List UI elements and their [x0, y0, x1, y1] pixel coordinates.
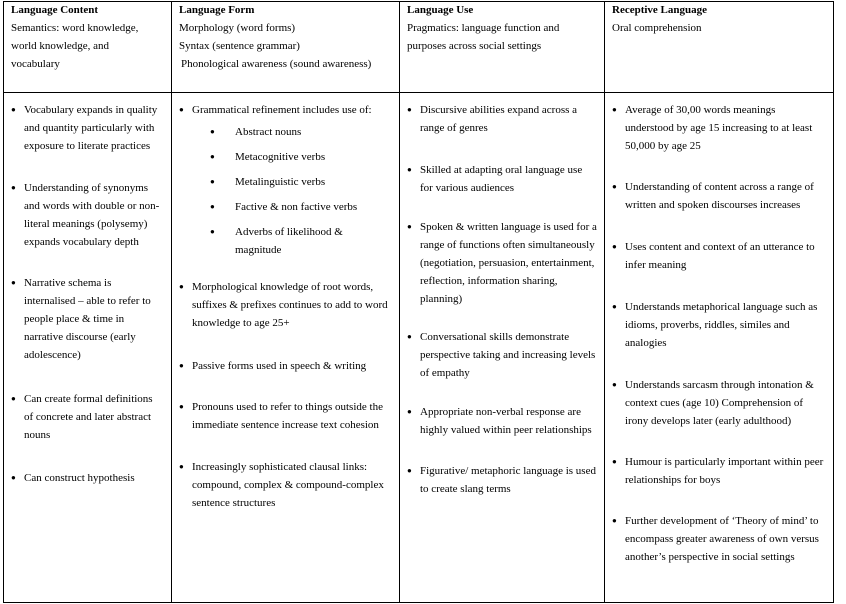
- sublist-item: ● Metacognitive verbs: [192, 148, 392, 166]
- receptive-cell: [605, 93, 834, 603]
- list-item: ● Conversational skills demonstrate perspective taking and increasing levels of empathy: [407, 328, 597, 382]
- list-item: ● Spoken & written language is used for a range of functions often simultaneously (negotiation, persuasion, entertainment, reflection, information sharing, planning): [407, 218, 597, 308]
- sublist-item: ● Factive & non factive verbs: [192, 198, 392, 216]
- column-desc-line: Semantics: word knowledge,: [11, 22, 139, 34]
- list-item: ● Skilled at adapting oral language use for various audiences: [407, 161, 597, 197]
- column-title: Receptive Language: [612, 4, 708, 16]
- list-item: ● Understanding of content across a range of written and spoken discourses increases: [612, 178, 826, 214]
- column-title: Language Content: [11, 4, 99, 16]
- list-item: ● Vocabulary expands in quality and quantity particularly with exposure to literate practices: [11, 101, 164, 155]
- header-receptive-language: [605, 2, 834, 93]
- list-item-text: Grammatical refinement includes use of:: [192, 104, 372, 116]
- column-desc-line: Syntax (sentence grammar): [179, 40, 300, 52]
- form-cell: [172, 93, 400, 603]
- column-desc-line: Pragmatics: language function and: [407, 22, 560, 34]
- header-language-use: [400, 2, 605, 93]
- list-item: ● Understands metaphorical language such as idioms, proverbs, riddles, similes and analogies: [612, 298, 826, 352]
- use-cell: [400, 93, 605, 603]
- header-row: [4, 2, 834, 93]
- list-item: ● Figurative/ metaphoric language is used to create slang terms: [407, 462, 597, 498]
- use-list: [407, 101, 597, 498]
- list-item: ● Can create formal definitions of concrete and later abstract nouns: [11, 390, 164, 444]
- sublist-item: ● Adverbs of likelihood & magnitude: [192, 223, 392, 259]
- language-development-table: [3, 1, 834, 603]
- list-item: ● Pronouns used to refer to things outside the immediate sentence increase text cohesion: [179, 398, 392, 434]
- list-item: ● Passive forms used in speech & writing: [179, 357, 392, 375]
- column-desc-line: Oral comprehension: [612, 22, 702, 34]
- list-item: ● Understands sarcasm through intonation & context cues (age 10) Comprehension of irony develops later (early adulthood): [612, 376, 826, 430]
- list-item: ● Uses content and context of an utterance to infer meaning: [612, 238, 826, 274]
- list-item: ● Average of 30,00 words meanings understood by age 15 increasing to at least 50,000 by age 25: [612, 101, 826, 155]
- header-language-form: [172, 2, 400, 93]
- form-list: [179, 101, 392, 512]
- sublist-item: ● Metalinguistic verbs: [192, 173, 392, 191]
- list-item: ● Narrative schema is internalised – able to refer to people place & time in narrative discourse (early adolescence): [11, 274, 164, 364]
- column-title: Language Use: [407, 4, 474, 16]
- list-item: ● Can construct hypothesis: [11, 469, 164, 487]
- list-item: ● Further development of ‘Theory of mind’ to encompass greater awareness of own versus another’s perspective in social settings: [612, 512, 826, 566]
- receptive-list: [612, 101, 826, 566]
- content-list: [11, 101, 164, 487]
- list-item: [179, 101, 392, 259]
- column-desc-line: Morphology (word forms): [179, 22, 296, 34]
- list-item: ● Appropriate non-verbal response are highly valued within peer relationships: [407, 403, 597, 439]
- list-item: ● Humour is particularly important within peer relationships for boys: [612, 453, 826, 489]
- column-desc-line: vocabulary: [11, 58, 60, 70]
- sublist-item: ● Abstract nouns: [192, 123, 392, 141]
- list-item: ● Discursive abilities expand across a range of genres: [407, 101, 597, 137]
- column-desc-line: world knowledge, and: [11, 40, 110, 52]
- list-item: ● Increasingly sophisticated clausal links: compound, complex & compound-complex sentence structures: [179, 458, 392, 512]
- list-item: ● Morphological knowledge of root words, suffixes & prefixes continues to add to word knowledge to age 25+: [179, 278, 392, 332]
- grammar-sublist: [192, 123, 392, 259]
- column-desc-line: Phonological awareness (sound awareness): [181, 58, 372, 70]
- content-cell: [4, 93, 172, 603]
- list-item: ● Understanding of synonyms and words with double or non-literal meanings (polysemy) expands vocabulary depth: [11, 179, 164, 251]
- column-desc-line: purposes across social settings: [407, 40, 542, 52]
- body-row: [4, 93, 834, 603]
- column-title: Language Form: [179, 4, 255, 16]
- header-language-content: [4, 2, 172, 93]
